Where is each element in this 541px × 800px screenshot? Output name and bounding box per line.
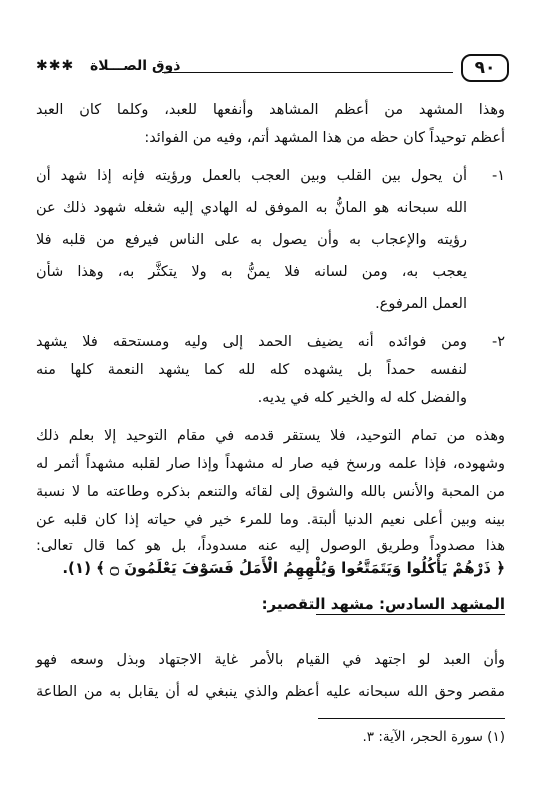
page-header [32,52,509,84]
footnote-separator [318,718,505,719]
list-item-line: يعجب به، ومن لسانه فلا يمنُّ به ولا يتكثَّر به، وهذا شأن [36,264,467,280]
paragraph-line: أعظم توحيداً كان حظه من هذا المشهد أتم، وفيه من الفوائد: [144,130,505,146]
list-item-line: العمل المرفوع. [375,296,467,312]
paragraph-line: وأن العبد لو اجتهد في القيام بالأمر غاية الاجتهاد وبذل وسعه فهو [36,652,505,668]
list-number: ١- [491,168,505,184]
list-item-line: أن يحول بين القلب وبين العجب بالعمل ورؤيته فإنه إذا شهد أن [36,168,467,184]
list-number: ٢- [491,334,505,350]
paragraph-line: مقصر وحق الله سبحانه عليه أعظم والذي ينبغي له أن يقابل به من الطاعة [36,684,505,700]
footnote: (١) سورة الحجر، الآية: ٣. [362,729,505,745]
paragraph-line: بينه وبين أعلى نعيم الدنيا ألبتة. وما للمرء خير في حياته إذا كان قلبه عن [36,512,505,528]
heading-underline [316,614,505,615]
list-item-line: والفضل كله له والخير كله في يديه. [257,390,467,406]
paragraph-line: وهذه من تمام التوحيد، فلا يستقر قدمه في مقام التوحيد إلا بعلم ذلك [36,428,505,444]
paragraph-line: من المحبة والأنس بالله والشوق إلى لقائه والتنعم بذكره وطاعته ما لا نسبة [36,484,505,500]
section-heading: المشهد السادس: مشهد التقصير: [261,595,505,613]
quran-verse: ﴿ ذَرْهُمْ يَأْكُلُوا وَيَتَمَتَّعُوا وَيُلْهِهِمُ الْأَمَلُ فَسَوْفَ يَعْلَمُونَ ۝ ﴾ (١). [62,559,505,577]
paragraph-line: وشهوده، فإذا علمه ورسخ فيه صار له مشهداً وإذا صار لقلبه مشهداً أثمر له [36,456,505,472]
paragraph-line: وهذا المشهد من أعظم المشاهد وأنفعها للعبد، وكلما كان العبد [36,102,505,118]
list-item-line: رؤيته والإعجاب به وأن يصول به على الناس فيرفع من قلبه فلا [36,232,467,248]
list-item-line: الله سبحانه هو المانُّ به الموفق له الهادي إليه شغله شهود ذلك عن [36,200,467,216]
page-number: ٩٠ [461,54,509,82]
paragraph-line: هذا مصدوداً وطريق الوصول إليه عنه مسدوداً، بل هو كما قال تعالى: [36,538,505,554]
list-item-line: ومن فوائده أنه يضيف الحمد إلى وليه ومستحقه فلا يشهد [36,334,467,350]
star-ornament: ✱✱✱ [36,58,75,74]
list-item-line: لنفسه حمداً بل يشهده كله لله كما يشهد النعمة كلها منه [36,362,467,378]
running-title: ذوق الصـــلاة [90,58,181,74]
header-rule [162,72,453,73]
